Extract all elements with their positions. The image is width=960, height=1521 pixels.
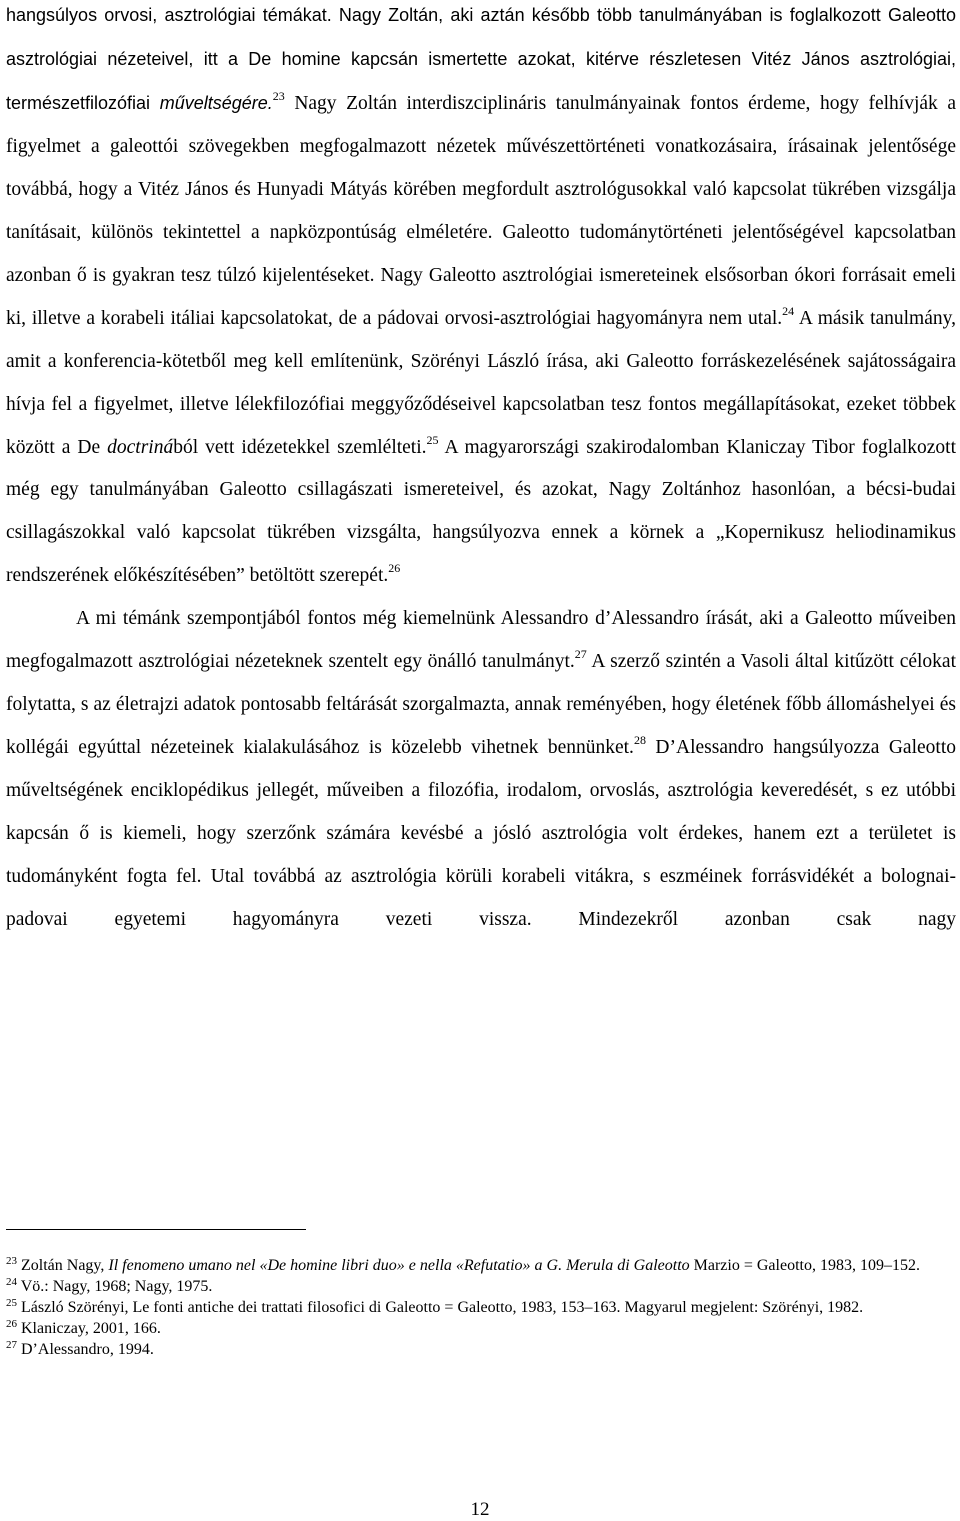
footnote-ref-27[interactable]: 27 [574, 647, 587, 662]
footnote-24 [6, 1276, 956, 1297]
footnote-text: D’Alessandro, 1994. [21, 1341, 154, 1358]
text-segment: hangsúlyos orvosi, asztrológiai témákat. Nagy Zoltán, aki aztán később több tanulmányában is foglalkozott Galeotto asztrológiai nézeteivel, itt a De homine kapcsán ismertette azokat, kitérve részletesen Vitéz János asztrológiai, természetfilozófiai [6, 5, 956, 113]
footnote-23 [6, 1255, 956, 1276]
footnote-text: Zoltán Nagy, [21, 1257, 109, 1274]
footnote-text: László Szörényi, Le fonti antiche dei trattati filosofici di Galeotto = Galeotto, 1983, 153–163. Magyarul megjelent: Szörényi, 1982. [21, 1299, 864, 1316]
footnote-text: Marzio = Galeotto, 1983, 109–152. [689, 1257, 920, 1274]
paragraph-2 [6, 598, 956, 942]
footnote-ref-23[interactable]: 23 [272, 88, 285, 103]
text-segment: A másik tanulmány, amit a konferencia-kötetből meg kell említenünk, Szörényi László írása, aki Galeotto forráskezelésének sajátosságaira hívja fel a figyelmet, illetve lélekfilozófiai meggyőződéseivel kapcsolatban tesz fontos megállapításokat, ezeket többek között a De [6, 307, 956, 458]
footnote-ref-24[interactable]: 24 [782, 303, 795, 318]
text-segment: A szerző szintén a Vasoli által kitűzött célokat folytatta, s az életrajzi adatok pontosabb feltárását szorgalmazta, annak reményében, hogy életének főbb állomáshelyei és kollégái egyúttal nézeteinek kialakulásához is közelebb vihetnek bennünket. [6, 651, 956, 759]
footnote-text: Vö.: Nagy, 1968; Nagy, 1975. [20, 1278, 213, 1295]
footnote-separator [6, 1229, 306, 1230]
footnote-italic: Il fenomeno umano nel «De homine libri duo» e nella «Refutatio» a G. Merula di Galeotto [108, 1257, 690, 1274]
text-segment: A mi témánk szempontjából fontos még kiemelnünk Alessandro d’Alessandro írását, aki a Galeotto műveiben megfogalmazott asztrológiai nézeteknek szentelt egy önálló tanulmányt. [6, 608, 956, 673]
italic-text: műveltségére. [159, 92, 273, 113]
footnote-number: 24 [6, 1276, 17, 1288]
footnote-ref-26[interactable]: 26 [388, 561, 401, 576]
text-segment: A magyarországi szakirodalomban Klaniczay Tibor foglalkozott még egy tanulmányában Galeotto csillagászati ismereteivel, és azokat, Nagy Zoltánhoz hasonlóan, a bécsi-budai csillagászokkal való kapcsolat tükrében vizsgálta, hangsúlyozva ennek a körnek a „Kopernikusz heliodinamikus rendszerének előkészítésében” betöltött szerepét. [6, 436, 956, 587]
footnote-text: Klaniczay, 2001, 166. [21, 1320, 161, 1337]
footnote-25 [6, 1297, 956, 1318]
text-segment: D’Alessandro hangsúlyozza Galeotto műveltségének enciklopédikus jellegét, műveiben a filozófia, irodalom, orvoslás, asztrológia keveredését, s ez utóbbi kapcsán ő is kiemeli, hogy szerzőnk számára kevésbé a jósló asztrológia volt érdekes, hanem ezt a területet is tudományként fogta fel. Utal továbbá az asztrológia körüli korabeli vitákra, s eszméinek forrásvidékét a bolognai-padovai egyetemi hagyományra vezeti vissza. Mindezekről azonban csak nagy [6, 737, 956, 931]
footnotes [6, 1255, 956, 1360]
footnote-number: 27 [6, 1339, 17, 1351]
italic-text: doctriná [107, 436, 174, 458]
text-segment: ból vett idézetekkel szemlélteti. [173, 436, 427, 458]
footnote-number: 25 [6, 1297, 17, 1309]
page-number: 12 [470, 1499, 490, 1520]
footnote-ref-28[interactable]: 28 [633, 733, 646, 748]
body-text [6, 0, 956, 942]
footnote-27 [6, 1339, 956, 1360]
footnote-26 [6, 1318, 956, 1339]
footnote-ref-25[interactable]: 25 [426, 432, 439, 447]
text-segment: Nagy Zoltán interdiszciplináris tanulmányainak fontos érdeme, hogy felhívják a figyelmet a galeottói szövegekben megfogalmazott nézetek művészettörténeti vonatkozásaira, írásainak jelentősége továbbá, hogy a Vitéz János és Hunyadi Mátyás körében megfordult asztrológusokkal való kapcsolat tükrében vizsgálja tanításait, különös tekintettel a napközpontúság elméletére. Galeotto tudománytörténeti jelentőségével kapcsolatban azonban ő is gyakran tesz túlzó kijelentéseket. Nagy Galeotto asztrológiai ismereteinek elsősorban ókori forrásait emeli ki, illetve a korabeli itáliai kapcsolatokat, de a pádovai orvosi-asztrológiai hagyományra nem utal. [6, 92, 956, 329]
footnote-number: 23 [6, 1255, 17, 1267]
footnote-number: 26 [6, 1318, 17, 1330]
paragraph-1 [6, 0, 956, 598]
